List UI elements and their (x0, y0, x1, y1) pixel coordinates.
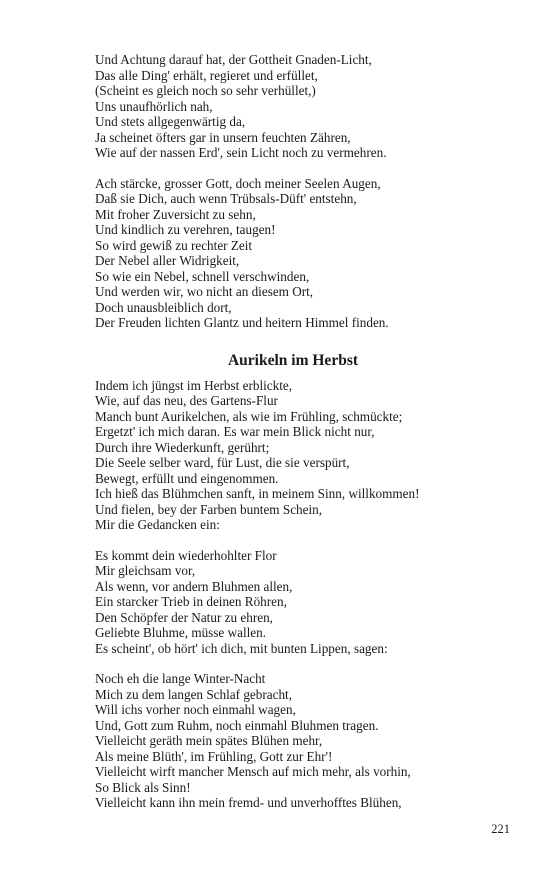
poem-line: Die Seele selber ward, für Lust, die sie verspürt, (95, 455, 350, 470)
poem-line: Und werden wir, wo nicht an diesem Ort, (95, 284, 314, 299)
stanza-gap (95, 656, 515, 671)
poem-line: Wie, auf das neu, des Gartens-Flur (95, 393, 278, 408)
poem-line: Ich hieß das Blühmchen sanft, in meinem Sinn, willkommen! (95, 486, 420, 501)
stanza-5 (95, 671, 515, 811)
poem-line: Durch ihre Wiederkunft, gerührt; (95, 439, 270, 455)
poem-line: Indem ich jüngst im Herbst erblickte, (95, 377, 293, 393)
poem-line: Der Nebel aller Widrigkeit, (95, 253, 240, 268)
poem-line: Der Freuden lichten Glantz und heitern Himmel finden. (95, 315, 389, 330)
poem-line: Und fielen, bey der Farben buntem Schein, (95, 501, 323, 517)
poem-line: Geliebte Bluhme, müsse wallen. (95, 625, 267, 640)
poem-line: Und kindlich zu verehren, taugen! (95, 222, 276, 237)
page-number: 221 (491, 822, 510, 836)
poem-line: Das alle Ding' erhält, regieret und erfüllet, (95, 67, 318, 83)
poem-line: Und Achtung darauf hat, der Gottheit Gnaden-Licht, (95, 52, 372, 67)
poem-line: Mit froher Zuversicht zu sehn, (95, 206, 256, 222)
stanza-3 (95, 378, 515, 533)
poem-line: (Scheint es gleich noch so sehr verhüllet,) (95, 83, 316, 98)
poem-line: Uns unaufhörlich nah, (95, 98, 213, 114)
section-gap (95, 331, 515, 346)
poem-line: Ergetzt' ich mich daran. Es war mein Blick nicht nur, (95, 424, 375, 439)
poem-line: Doch unausbleiblich dort, (95, 299, 232, 315)
poem-line: So wie ein Nebel, schnell verschwinden, (95, 268, 310, 284)
poem-line: Daß sie Dich, auch wenn Trübsals-Düft' entstehn, (95, 191, 357, 206)
poem-line: Mir die Gedancken ein: (95, 517, 220, 532)
poem-line: Mir gleichsam vor, (95, 563, 196, 578)
poem-line: Vielleicht kann ihn mein fremd- und unverhofftes Blühen, (95, 795, 402, 810)
poem-line: Ach stärcke, grosser Gott, doch meiner Seelen Augen, (95, 175, 381, 191)
poem-line: Manch bunt Aurikelchen, als wie im Frühling, schmückte; (95, 408, 403, 424)
poem-line: Als meine Blüth', im Frühling, Gott zur Ehr'! (95, 748, 333, 764)
page-body (95, 52, 515, 811)
stanza-gap (95, 161, 515, 176)
poem-line: So Blick als Sinn! (95, 779, 191, 795)
poem-line: Ein starcker Trieb in deinen Röhren, (95, 594, 287, 609)
stanza-4 (95, 548, 515, 657)
poem-line: Wie auf der nassen Erd', sein Licht noch zu vermehren. (95, 145, 387, 160)
poem-line: Es scheint', ob hört' ich dich, mit bunten Lippen, sagen: (95, 640, 388, 656)
poem-line: Vielleicht geräth mein spätes Blühen mehr, (95, 733, 323, 748)
stanza-1 (95, 52, 515, 161)
poem-line: Den Schöpfer der Natur zu ehren, (95, 609, 273, 625)
poem-line: Mich zu dem langen Schlaf gebracht, (95, 686, 293, 702)
poem-line: Will ichs vorher noch einmahl wagen, (95, 702, 296, 717)
stanza-2 (95, 176, 515, 331)
poem-line: Und, Gott zum Ruhm, noch einmahl Bluhmen tragen. (95, 717, 379, 733)
poem-line: Ja scheinet öfters gar in unsern feuchten Zähren, (95, 129, 351, 145)
stanza-gap (95, 533, 515, 548)
poem-line: Bewegt, erfüllt und eingenommen. (95, 470, 279, 486)
poem-line: Noch eh die lange Winter-Nacht (95, 671, 266, 686)
poem-title: Aurikeln im Herbst (227, 351, 359, 369)
poem-line: Es kommt dein wiederhohlter Flor (95, 547, 277, 563)
poem-line: Als wenn, vor andern Bluhmen allen, (95, 578, 293, 594)
poem-line: Und stets allgegenwärtig da, (95, 114, 246, 129)
poem-line: So wird gewiß zu rechter Zeit (95, 237, 253, 253)
poem-line: Vielleicht wirft mancher Mensch auf mich mehr, als vorhin, (95, 764, 411, 779)
